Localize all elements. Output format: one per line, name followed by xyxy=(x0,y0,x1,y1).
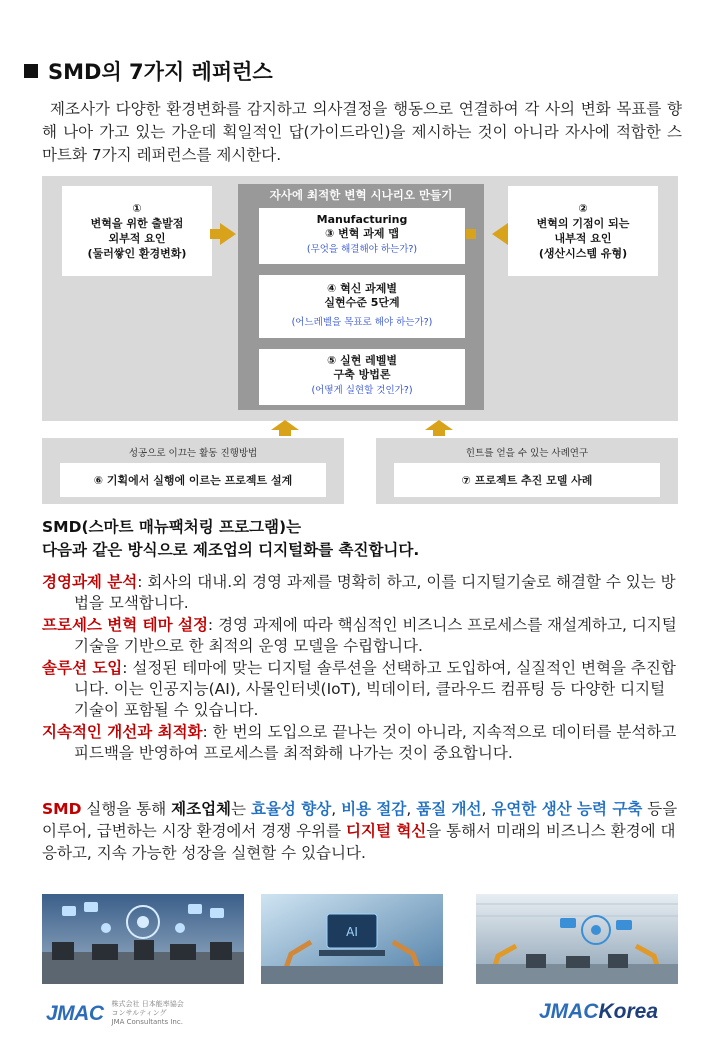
jmac-logo-sub3: JMA Consultants Inc. xyxy=(111,1018,183,1026)
external-factor-number: ① xyxy=(132,202,142,215)
conclusion-text: 품질 개선 xyxy=(416,800,482,818)
internal-factor-number: ② xyxy=(578,202,588,215)
conclusion-text: 는 xyxy=(231,800,251,818)
smd-heading xyxy=(42,516,419,562)
right-arrow-icon xyxy=(220,223,236,245)
method-line2: 구축 방법론 xyxy=(333,368,391,381)
conclusion-text: SMD xyxy=(42,800,82,818)
list-item-key: 솔루션 도입 xyxy=(42,659,123,677)
list-item-text: : 경영 과제에 따라 핵심적인 비즈니스 프로세스를 재설계하고, 디지털 기술을 기반으로 한 최적의 운영 모델을 수립합니다. xyxy=(74,616,677,655)
level-line1: ④ 혁신 과제별 xyxy=(326,282,398,295)
activity-method-caption: 성공으로 이끄는 활동 진행방법 xyxy=(128,448,258,459)
change-map-box xyxy=(259,208,465,264)
conclusion-text: 디지털 혁신 xyxy=(346,822,427,840)
jmac-logo-sub1: 株式会社 日本能率協会 xyxy=(111,1000,184,1008)
activity-method-panel xyxy=(42,438,344,504)
conclusion-paragraph xyxy=(42,798,682,864)
project-design-box: ⑥ 기획에서 실행에 이르는 프로젝트 설계 xyxy=(60,463,326,497)
conclusion-text: , xyxy=(406,800,417,818)
factory-illustration-2 xyxy=(261,894,443,984)
diagram-top-panel xyxy=(42,176,678,421)
up-arrow-icon xyxy=(271,420,299,430)
change-map-line2: ③ 변혁 과제 맵 xyxy=(325,227,399,240)
conclusion-text: , xyxy=(481,800,492,818)
method-question: (어떻게 실현할 것인가?) xyxy=(311,385,413,396)
case-study-caption: 힌트를 얻을 수 있는 사례연구 xyxy=(465,448,589,459)
list-item xyxy=(42,722,682,764)
square-bullet-icon xyxy=(24,64,38,78)
intro-paragraph: 제조사가 다양한 환경변화를 감지하고 의사결정을 행동으로 연결하여 각 사의 변화 목표를 향해 나아 가고 있는 가운데 획일적인 답(가이드라인)을 제시하는 것이 아니라 자사에 적합한 스마트화 7가지 레퍼런스를 제시한다. xyxy=(42,100,682,164)
method-line1: ⑤ 실현 레벨별 xyxy=(326,354,398,367)
change-map-line1: Manufacturing xyxy=(316,213,408,226)
internal-factor-line3: (생산시스템 유형) xyxy=(538,247,628,260)
jmac-korea-logo xyxy=(539,1000,658,1024)
external-factor-line2: 외부적 요인 xyxy=(108,232,166,245)
list-item-key: 경영과제 분석 xyxy=(42,573,138,591)
level-line2: 실현수준 5단계 xyxy=(324,296,400,309)
project-model-box: ⑦ 프로젝트 추진 모델 사례 xyxy=(394,463,660,497)
internal-factor-line1: 변혁의 기점이 되는 xyxy=(536,217,630,230)
jmac-logo xyxy=(46,1000,184,1027)
list-item-text: : 한 번의 도입으로 끝나는 것이 아니라, 지속적으로 데이터를 분석하고 피드백을 반영하여 프로세스를 최적화해 나가는 것이 중요합니다. xyxy=(74,723,677,762)
external-factor-line1: 변혁을 위한 출발점 xyxy=(90,217,184,230)
page-title-text: SMD의 7가지 레퍼런스 xyxy=(48,60,273,84)
conclusion-text: 유연한 생산 능력 구축 xyxy=(491,800,643,818)
scenario-panel-title: 자사에 최적한 변혁 시나리오 만들기 xyxy=(269,188,453,202)
list-item-text: : 회사의 대내.외 경영 과제를 명확히 하고, 이를 디지털기술로 해결할 수 있는 방법을 모색합니다. xyxy=(74,573,676,612)
method-box xyxy=(259,349,465,405)
svg-text:AI: AI xyxy=(346,925,358,939)
conclusion-text: 제조업체 xyxy=(171,800,232,818)
smd-heading-line1: SMD(스마트 매뉴팩처링 프로그램)는 xyxy=(42,518,302,536)
list-item-text: : 설정된 테마에 맞는 디지털 솔루션을 선택하고 도입하여, 실질적인 변혁을 추진합니다. 이는 인공지능(AI), 사물인터넷(IoT), 빅데이터, 클라우드 컴퓨팅 등 다양한 디지털 기술이 포함될 수 있습니다. xyxy=(74,659,676,719)
factory-illustration-1 xyxy=(42,894,244,984)
conclusion-text: 실행을 통해 xyxy=(81,800,172,818)
level-box xyxy=(259,275,465,338)
scenario-panel xyxy=(238,184,484,410)
external-factor-box xyxy=(62,186,212,276)
left-arrow-icon xyxy=(492,223,508,245)
conclusion-text: 비용 절감 xyxy=(341,800,407,818)
up-arrow-icon xyxy=(425,420,453,430)
conclusion-text: , xyxy=(331,800,342,818)
smd-heading-line2: 다음과 같은 방식으로 제조업의 디지털화를 촉진합니다. xyxy=(42,541,420,559)
conclusion-text: 효율성 향상 xyxy=(250,800,332,818)
conclusion-text: 을 통해서 미래의 비즈니스 환경에 대응하고, 지속 가능한 성장을 실현할 수 있습니다. xyxy=(42,822,676,862)
external-factor-line3: (둘러쌓인 환경변화) xyxy=(87,247,187,260)
change-map-question: (무엇을 해결해야 하는가?) xyxy=(306,244,418,255)
approach-list xyxy=(42,572,682,765)
internal-factor-box xyxy=(508,186,658,276)
case-study-panel xyxy=(376,438,678,504)
jmac-logo-sub2: コンサルティング xyxy=(111,1009,167,1017)
list-item-key: 지속적인 개선과 최적화 xyxy=(42,723,203,741)
level-question: (어느레벨을 목표로 해야 하는가?) xyxy=(291,317,433,328)
page-title xyxy=(24,56,273,86)
list-item xyxy=(42,615,682,657)
jmac-logo-text: JMAC xyxy=(46,1001,104,1025)
internal-factor-line2: 내부적 요인 xyxy=(554,232,612,245)
jmac-korea-logo-a: JMAC xyxy=(538,1000,599,1023)
list-item xyxy=(42,658,682,721)
jmac-korea-logo-b: Korea xyxy=(598,1000,658,1023)
reference-diagram xyxy=(42,176,678,504)
list-item xyxy=(42,572,682,614)
list-item-key: 프로세스 변혁 테마 설정 xyxy=(42,616,208,634)
factory-illustration-3 xyxy=(476,894,678,984)
conclusion-text: 등을 이루어, 급변하는 시장 환경에서 경쟁 우위를 xyxy=(42,800,678,840)
